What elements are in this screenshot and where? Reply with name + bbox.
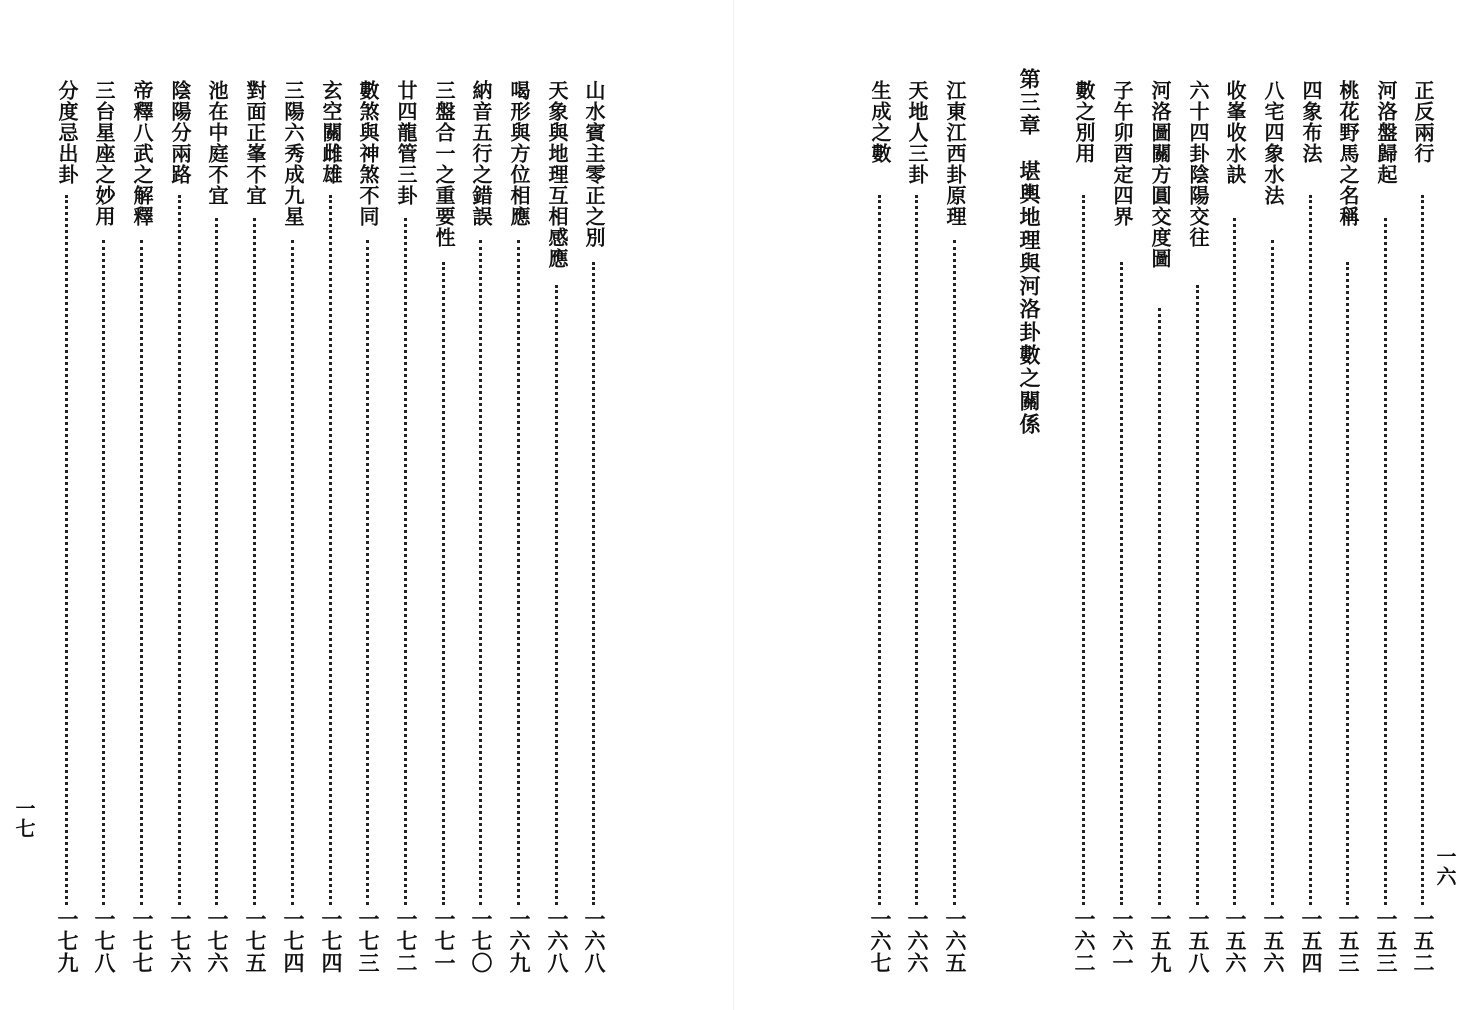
toc-entry-page: 一六八 xyxy=(582,908,607,974)
toc-entry-title: 對面正峯不宜 xyxy=(243,80,267,206)
toc-entry-title: 分度忌出卦 xyxy=(55,80,79,185)
toc-entry-page: 一五六 xyxy=(1261,908,1286,974)
dot-leader xyxy=(1233,218,1236,905)
toc-entry-title: 河洛盤歸起 xyxy=(1374,80,1398,185)
toc-entry-title: 三盤合一之重要性 xyxy=(432,80,456,248)
toc-entry-title: 山水賓主零正之別 xyxy=(582,80,606,248)
toc-entry[interactable] xyxy=(1297,80,1325,980)
toc-entry-title: 天象與地理互相感應 xyxy=(545,80,569,269)
toc-entry[interactable] xyxy=(354,80,382,980)
dot-leader xyxy=(1346,262,1349,905)
toc-entry[interactable] xyxy=(317,80,345,980)
toc-entry[interactable] xyxy=(430,80,458,980)
toc-entry-page: 一七六 xyxy=(168,908,193,974)
toc-entry-title: 收峯收水訣 xyxy=(1223,80,1247,185)
toc-entry[interactable] xyxy=(866,80,894,980)
dot-leader xyxy=(65,195,68,905)
toc-entry[interactable] xyxy=(1146,80,1174,980)
dot-leader xyxy=(1309,195,1312,905)
toc-entry[interactable] xyxy=(580,80,608,980)
dot-leader xyxy=(1271,240,1274,905)
toc-entry-page: 一七三 xyxy=(356,908,381,974)
toc-entry-page: 一五六 xyxy=(1223,908,1248,974)
toc-entry[interactable] xyxy=(505,80,533,980)
toc-entry-page: 一七五 xyxy=(243,908,268,974)
toc-entry-page: 一七一 xyxy=(432,908,457,974)
toc-entry-page: 一七八 xyxy=(92,908,117,974)
toc-entry[interactable] xyxy=(90,80,118,980)
toc-entry-title: 正反兩行 xyxy=(1411,80,1435,164)
toc-entry-page: 一七九 xyxy=(55,908,80,974)
toc-entry-page: 一五三 xyxy=(1336,908,1361,974)
toc-entry-title: 生成之數 xyxy=(868,80,892,164)
dot-leader xyxy=(1384,218,1387,905)
toc-entry-title: 六十四卦陰陽交往 xyxy=(1186,80,1210,248)
toc-entry-title: 天地人三卦 xyxy=(905,80,929,185)
toc-entry-title: 江東江西卦原理 xyxy=(943,80,967,227)
toc-entry-title: 帝釋八武之解釋 xyxy=(130,80,154,227)
toc-entry[interactable] xyxy=(1409,80,1437,980)
toc-entry-page: 一六五 xyxy=(943,908,968,974)
dot-leader xyxy=(1196,285,1199,905)
toc-entry-page: 一七四 xyxy=(281,908,306,974)
dot-leader xyxy=(1120,262,1123,905)
toc-entry-page: 一五二 xyxy=(1411,908,1436,974)
dot-leader xyxy=(555,285,558,905)
right-page xyxy=(735,0,1469,1010)
dot-leader xyxy=(102,240,105,905)
toc-entry[interactable] xyxy=(1108,80,1136,980)
toc-entry-page: 一五九 xyxy=(1148,908,1173,974)
toc-entry[interactable] xyxy=(1259,80,1287,980)
dot-leader xyxy=(442,262,445,905)
dot-leader xyxy=(329,195,332,905)
toc-entry-title: 三陽六秀成九星 xyxy=(281,80,305,227)
dot-leader xyxy=(479,240,482,905)
dot-leader xyxy=(878,195,881,905)
dot-leader xyxy=(953,240,956,905)
toc-entry-page: 一七二 xyxy=(394,908,419,974)
left-page xyxy=(0,0,734,1010)
toc-entry[interactable] xyxy=(53,80,81,980)
toc-entry[interactable] xyxy=(1184,80,1212,980)
toc-entry[interactable] xyxy=(1221,80,1249,980)
toc-entry-page: 一七四 xyxy=(319,908,344,974)
toc-entry-title: 子午卯酉定四界 xyxy=(1110,80,1134,227)
toc-entry-title: 河洛圖關方圓交度圖 xyxy=(1148,80,1172,269)
toc-entry-title: 八宅四象水法 xyxy=(1261,80,1285,206)
toc-entry-title: 桃花野馬之名稱 xyxy=(1336,80,1360,227)
toc-entry-page: 一七〇 xyxy=(469,908,494,974)
toc-entry[interactable] xyxy=(543,80,571,980)
toc-entry[interactable] xyxy=(241,80,269,980)
dot-leader xyxy=(178,195,181,905)
toc-entry-title: 數之別用 xyxy=(1072,80,1096,164)
left-folio: 一七 xyxy=(12,798,36,838)
dot-leader xyxy=(140,240,143,905)
toc-entry-page: 一五三 xyxy=(1374,908,1399,974)
toc-entry[interactable] xyxy=(128,80,156,980)
toc-entry-title: 喝形與方位相應 xyxy=(507,80,531,227)
dot-leader xyxy=(215,218,218,905)
toc-entry[interactable] xyxy=(392,80,420,980)
chapter-heading[interactable]: 第三章 堪輿地理與河洛卦數之關係 xyxy=(1017,68,1042,436)
toc-entry[interactable] xyxy=(903,80,931,980)
toc-entry[interactable] xyxy=(1334,80,1362,980)
dot-leader xyxy=(291,240,294,905)
toc-entry[interactable] xyxy=(166,80,194,980)
dot-leader xyxy=(592,262,595,905)
toc-entry[interactable] xyxy=(279,80,307,980)
toc-entry-page: 一七七 xyxy=(130,908,155,974)
toc-entry-page: 一六二 xyxy=(1072,908,1097,974)
toc-entry[interactable] xyxy=(941,80,969,980)
toc-entry-title: 三台星座之妙用 xyxy=(92,80,116,227)
dot-leader xyxy=(517,240,520,905)
toc-entry-title: 納音五行之錯誤 xyxy=(469,80,493,227)
right-folio: 一六 xyxy=(1433,846,1457,886)
toc-entry[interactable] xyxy=(1070,80,1098,980)
dot-leader xyxy=(915,195,918,905)
toc-entry-page: 一五八 xyxy=(1186,908,1211,974)
toc-entry-title: 陰陽分兩路 xyxy=(168,80,192,185)
dot-leader xyxy=(404,218,407,905)
dot-leader xyxy=(1158,308,1161,905)
toc-entry-page: 一七六 xyxy=(205,908,230,974)
toc-entry-page: 一六一 xyxy=(1110,908,1135,974)
dot-leader xyxy=(1082,195,1085,905)
toc-entry-page: 一六七 xyxy=(868,908,893,974)
dot-leader xyxy=(366,240,369,905)
toc-entry-title: 四象布法 xyxy=(1299,80,1323,164)
toc-entry-page: 一五四 xyxy=(1299,908,1324,974)
dot-leader xyxy=(1421,195,1424,905)
toc-entry[interactable] xyxy=(1372,80,1400,980)
toc-entry-title: 數煞與神煞不同 xyxy=(356,80,380,227)
toc-entry[interactable] xyxy=(467,80,495,980)
toc-entry-page: 一六八 xyxy=(545,908,570,974)
dot-leader xyxy=(253,218,256,905)
toc-entry-page: 一六九 xyxy=(507,908,532,974)
toc-entry-title: 池在中庭不宜 xyxy=(205,80,229,206)
toc-entry-page: 一六六 xyxy=(905,908,930,974)
toc-entry-title: 廿四龍管三卦 xyxy=(394,80,418,206)
toc-entry-title: 玄空關雌雄 xyxy=(319,80,343,185)
toc-entry[interactable] xyxy=(203,80,231,980)
